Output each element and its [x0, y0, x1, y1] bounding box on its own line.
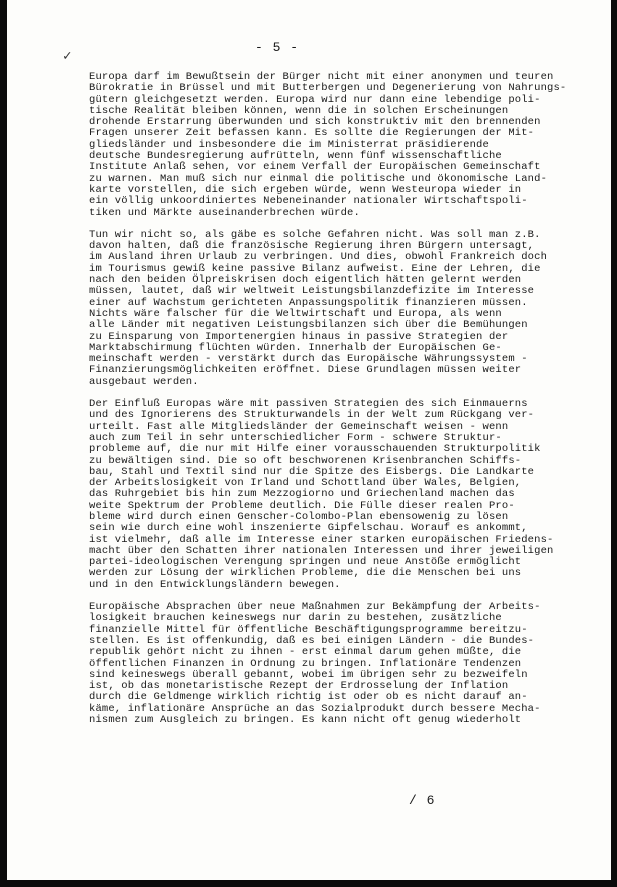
paragraph [89, 602, 599, 726]
text-line: macht über den Schatten ihrer nationalen Interessen und ihrer jeweiligen [89, 544, 554, 557]
text-line: nismen zum Ausgleich zu bringen. Es kann nicht oft genug wiederholt [89, 714, 522, 727]
text-line: nach den beiden Ölpreiskrisen doch eigentlich hätten gelernt werden [89, 274, 522, 287]
scan-border-right [611, 0, 617, 887]
text-line: zu warnen. Man muß sich nur einmal die politische und ökonomische Land- [89, 172, 548, 185]
text-line: gütern gleichgesetzt werden. Europa wird nur dann eine lebendige poli- [89, 93, 541, 106]
text-line: meinschaft werden - verstärkt durch das Europäische Währungssystem - [89, 353, 528, 366]
text-line: finanzielle Mittel für öffentliche Beschäftigungsprogramme bereitzu- [89, 623, 528, 636]
text-line: sein wie durch eine wohl inszenierte Gipfelschau. Worauf es ankommt, [89, 522, 528, 535]
text-line: durch die Geldmenge wirklich richtig ist oder ob es nicht darauf an- [89, 691, 528, 704]
text-line: müssen, lautet, daß wir weltweit Leistungsbilanzdefizite im Interesse [89, 285, 535, 298]
text-line: losigkeit brauchen keineswegs nur darin zu bestehen, zusätzliche [89, 612, 502, 625]
text-line: probleme auf, die nur mit Hilfe einer vorausschauenden Strukturpolitik [89, 443, 541, 456]
text-line: davon halten, daß die französische Regierung ihren Bürgern untersagt, [89, 240, 535, 253]
text-line: das Ruhrgebiet bis hin zum Mezzogiorno und Griechenland machen das [89, 488, 515, 501]
text-line: gliedsländer und insbesondere die im Ministerrat präsidierende [89, 138, 489, 151]
text-line: partei-ideologischen Verengung springen und neue Anstöße ermöglicht [89, 556, 522, 569]
text-line: karte vorstellen, die sich ergeben würde, wenn Westeuropa wieder in [89, 183, 522, 196]
text-line: ein völlig unkoordiniertes Nebeneinander nationaler Wirtschaftspoli- [89, 195, 528, 208]
text-line: weite Spektrum der Probleme deutlich. Die Fülle dieser realen Pro- [89, 499, 515, 512]
scan-border-bottom [0, 880, 617, 887]
paragraph [89, 72, 599, 219]
text-line: Marktabschirmung flüchten würden. Innerhalb der Europäischen Ge- [89, 341, 502, 354]
text-line: und des Ignorierens des Strukturwandels in der Welt zum Rückgang ver- [89, 409, 535, 422]
text-line: zu bewältigen sind. Die so oft beschworenen Krisenbranchen Schiffs- [89, 454, 522, 467]
text-line: Finanzierungsmöglichkeiten eröffnet. Diese Grundlagen müssen weiter [89, 364, 522, 377]
text-line: Europäische Absprachen über neue Maßnahmen zur Bekämpfung der Arbeits- [89, 601, 541, 614]
text-line: alle Länder mit negativen Leistungsbilanzen sich über die Bemühungen [89, 319, 528, 332]
continuation-marker: / 6 [409, 793, 436, 808]
text-line: im Tourismus gewiß keine passive Bilanz aufweist. Eine der Lehren, die [89, 262, 541, 275]
text-line: urteilt. Fast alle Mitgliedsländer der Gemeinschaft weisen - wenn [89, 420, 509, 433]
text-line: drohende Erstarrung überwunden und sich konstruktiv mit den brennenden [89, 116, 541, 129]
text-line: werden zur Lösung der wirklichen Probleme, die die Menschen bei uns [89, 567, 522, 580]
text-line: ist vielmehr, daß alle im Interesse einer starken europäischen Friedens- [89, 533, 554, 546]
text-line: bau, Stahl und Textil sind nur die Spitze des Eisbergs. Die Landkarte [89, 465, 535, 478]
text-line: tische Realität bleiben können, wenn die in solchen Erscheinungen [89, 104, 509, 117]
text-line: republik gehört nicht zu ihnen - erst einmal darum gehen müßte, die [89, 646, 522, 659]
page-number: - 5 - [255, 40, 300, 55]
text-line: Fragen unserer Zeit befassen kann. Es sollte die Regierungen der Mit- [89, 127, 535, 140]
text-line: deutsche Bundesregierung aufrütteln, wenn fünf wissenschaftliche [89, 150, 502, 163]
document-page [7, 0, 611, 880]
scan-border-left [0, 0, 7, 887]
text-line: einer auf Wachstum gerichteten Anpassungspolitik finanzieren müssen. [89, 296, 528, 309]
text-line: Der Einfluß Europas wäre mit passiven Strategien des sich Einmauerns [89, 398, 528, 411]
text-line: Tun wir nicht so, als gäbe es solche Gefahren nicht. Was soll man z.B. [89, 228, 541, 241]
paragraph [89, 230, 599, 388]
text-line: Nichts wäre falscher für die Weltwirtschaft und Europa, als wenn [89, 307, 502, 320]
text-line: tiken und Märkte auseinanderbrechen würde. [89, 206, 360, 219]
text-line: stellen. Es ist offenkundig, daß es bei einigen Ländern - die Bundes- [89, 634, 535, 647]
text-line: ausgebaut werden. [89, 375, 199, 388]
text-line: käme, inflationäre Ansprüche an das Sozialprodukt durch bessere Mecha- [89, 702, 541, 715]
text-line: Bürokratie in Brüssel und mit Butterbergen und Degenerierung von Nahrungs- [89, 82, 567, 95]
check-mark-icon: ✓ [63, 49, 72, 65]
text-line: Institute Anlaß sehen, vor einem Verfall der Europäischen Gemeinschaft [89, 161, 541, 174]
text-line: im Ausland ihren Urlaub zu verbringen. Und dies, obwohl Frankreich doch [89, 251, 548, 264]
text-line: auch zum Teil in sehr unterschiedlicher Form - schwere Struktur- [89, 431, 502, 444]
paragraph [89, 399, 599, 591]
text-line: bleme wird durch einen Genscher-Colombo-Plan ebensowenig zu lösen [89, 510, 509, 523]
text-line: und in den Entwicklungsländern bewegen. [89, 578, 341, 591]
text-line: öffentlichen Finanzen in Ordnung zu bringen. Inflationäre Tendenzen [89, 657, 522, 670]
text-line: Europa darf im Bewußtsein der Bürger nicht mit einer anonymen und teuren [89, 71, 554, 83]
text-line: der Arbeitslosigkeit von Irland und Schottland über Wales, Belgien, [89, 477, 522, 490]
body-text [89, 72, 599, 737]
text-line: ist, ob das monetaristische Rezept der Erdrosselung der Inflation [89, 680, 509, 693]
text-line: sind keineswegs überall gebannt, wobei im übrigen sehr zu bezweifeln [89, 668, 528, 681]
text-line: zu Einsparung von Importenergien hinaus in passive Strategien der [89, 330, 509, 343]
